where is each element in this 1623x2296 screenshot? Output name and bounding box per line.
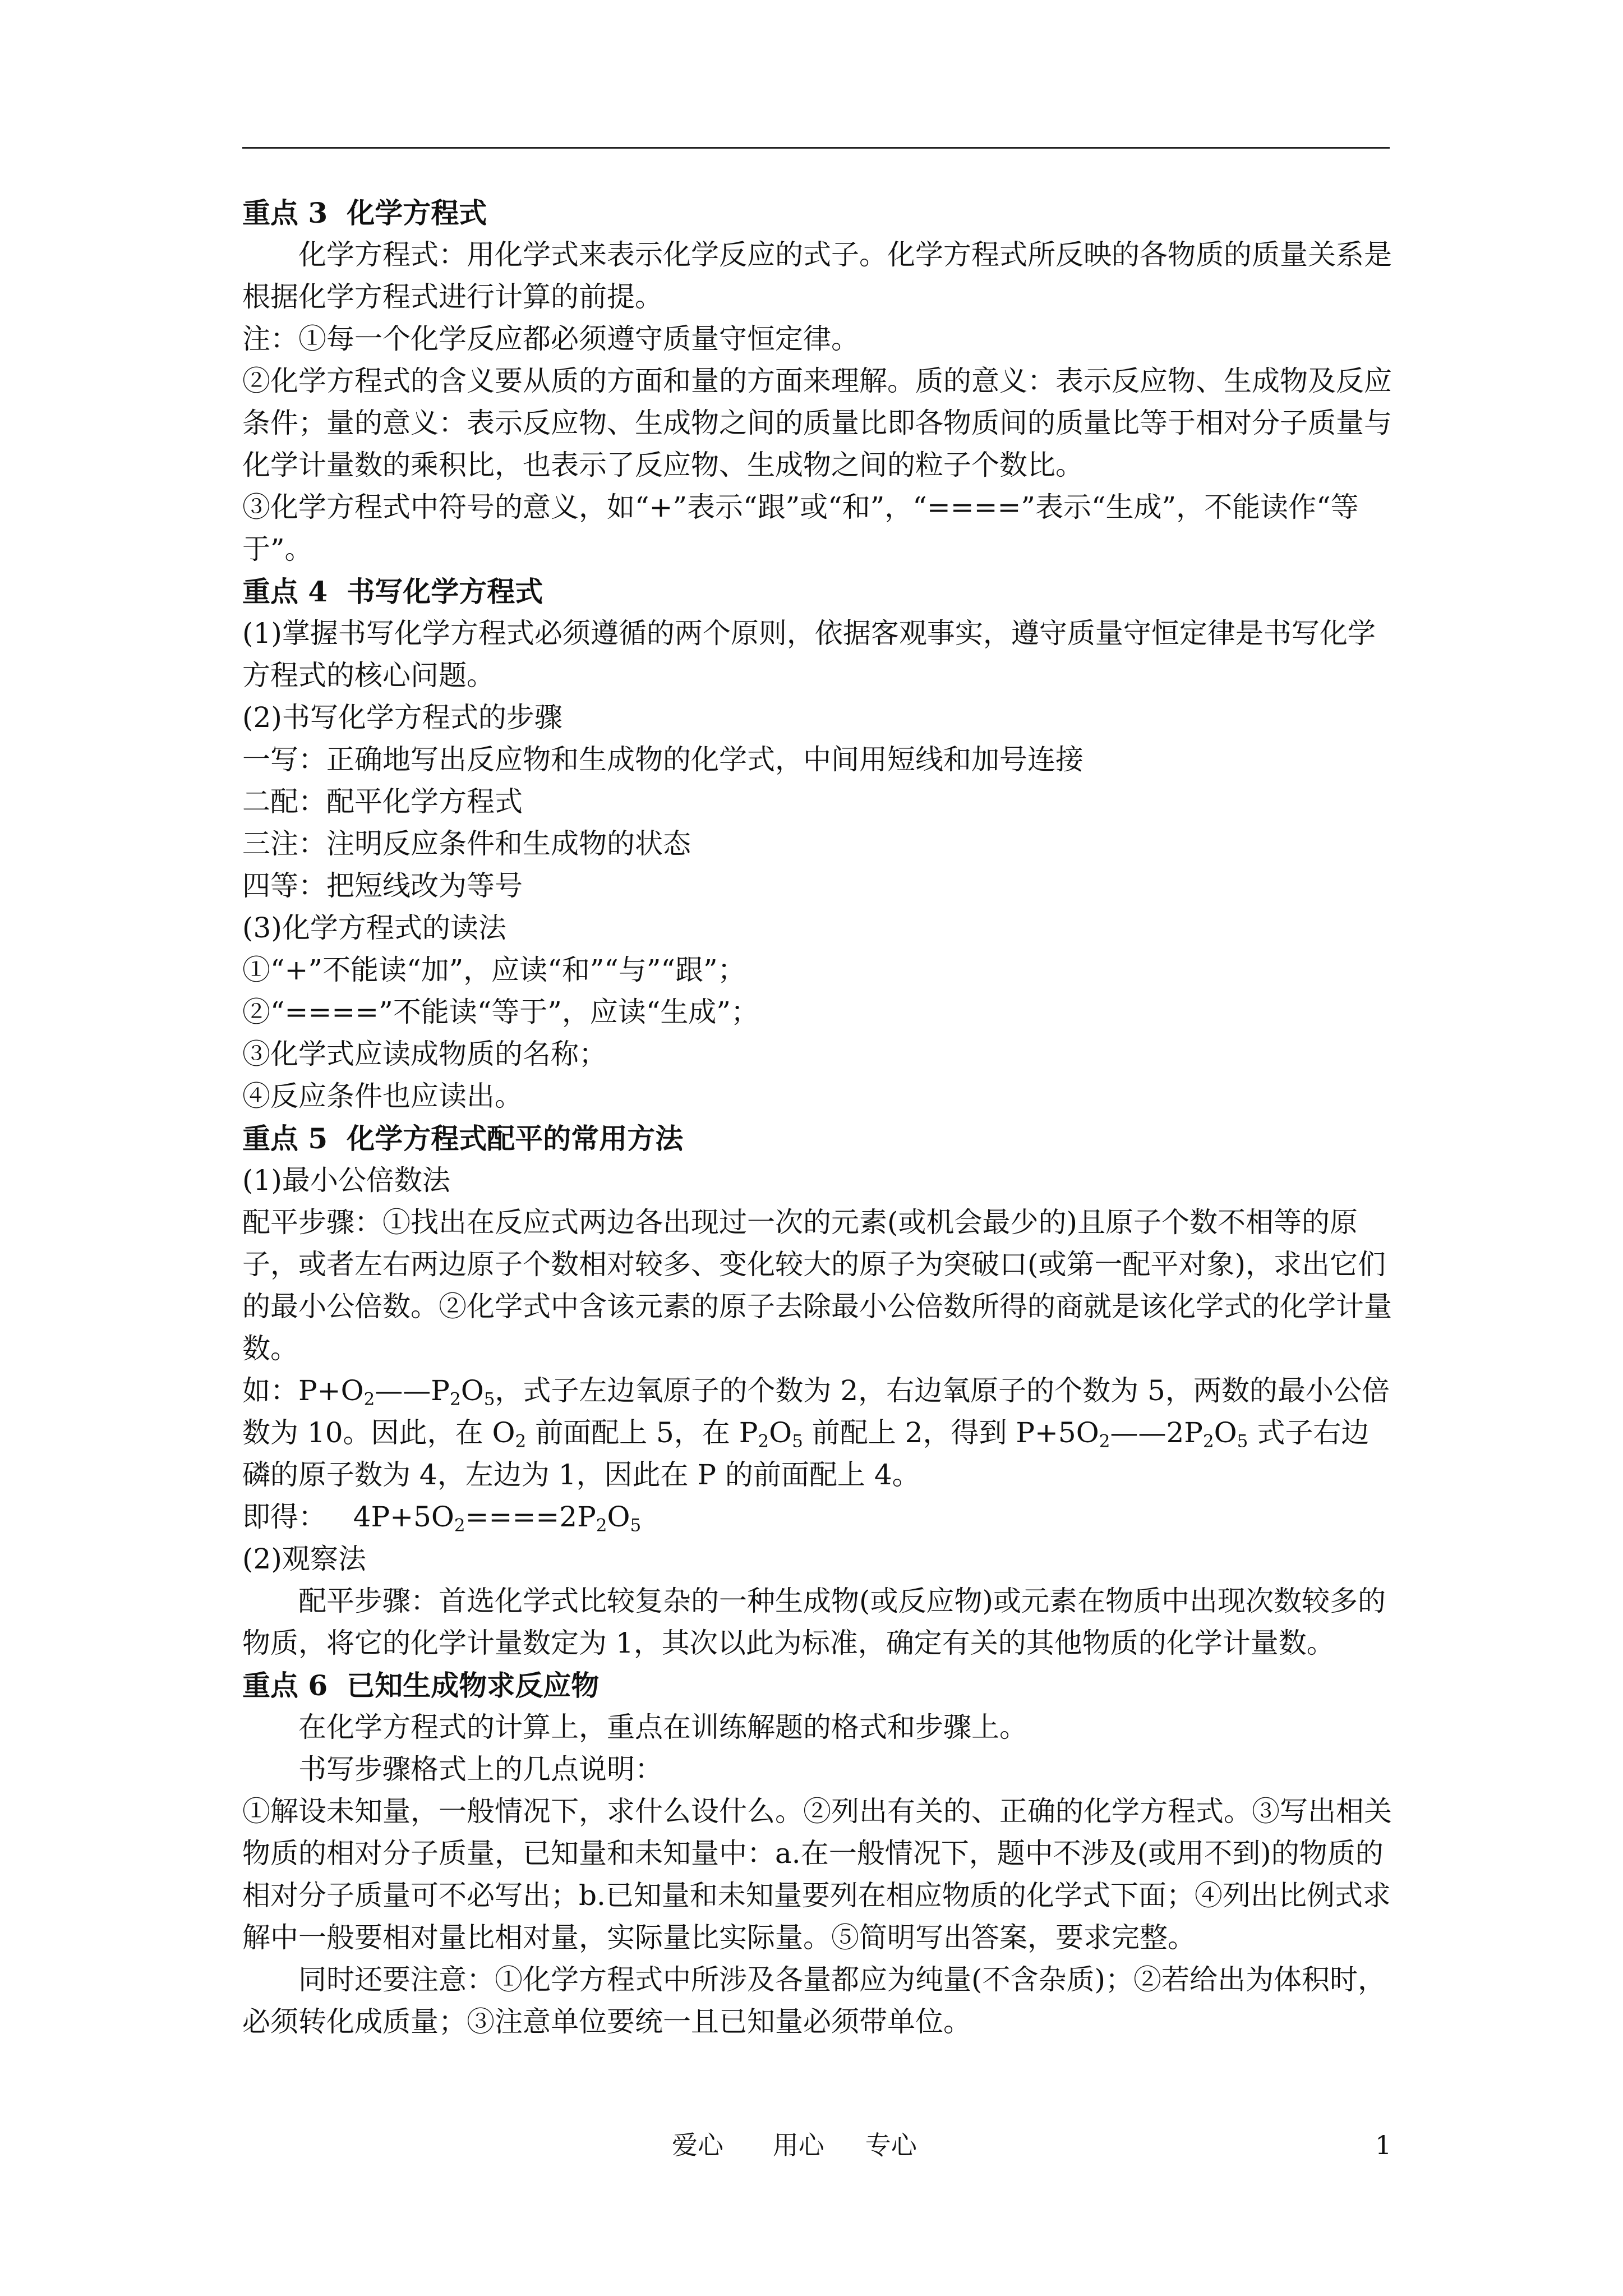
balanced-equation: 即得： $4P+5O_2====2P_2O_5$ xyxy=(242,1501,642,1536)
paragraph: ①“+”不能读“加”，应读“和”“与”“跟”； xyxy=(242,954,746,986)
paragraph: ③化学式应读成物质的名称； xyxy=(242,1038,607,1070)
section-heading: 重点 6 已知生成物求反应物 xyxy=(242,1669,600,1702)
paragraph: ④反应条件也应读出。 xyxy=(242,1080,523,1112)
paragraph: (2)观察法 xyxy=(242,1543,366,1575)
header-rule xyxy=(242,147,1390,149)
paragraph: 二配：配平化学方程式 xyxy=(242,785,523,818)
paragraph: 一写：正确地写出反应物和生成物的化学式，中间用短线和加号连接 xyxy=(242,743,1083,776)
section-heading: 重点 4 书写化学方程式 xyxy=(242,575,543,608)
paragraph: 书写步骤格式上的几点说明： xyxy=(298,1753,663,1786)
page-number: 1 xyxy=(1375,2130,1392,2160)
paragraph: (1)最小公倍数法 xyxy=(242,1164,450,1197)
paragraph: ②“====”不能读“等于”，应读“生成”； xyxy=(242,996,759,1028)
document-body xyxy=(242,192,1392,2043)
paragraph: 在化学方程式的计算上，重点在训练解题的格式和步骤上。 xyxy=(298,1711,1027,1743)
paragraph: 同时还要注意：①化学方程式中所涉及各量都应为纯量(不含杂质)；②若给出为体积时，必须转化成质量；③注意单位要统一且已知量必须带单位。 xyxy=(242,1963,1386,2038)
paragraph: ②化学方程式的含义要从质的方面和量的方面来理解。质的意义：表示反应物、生成物及反应条件；量的意义：表示反应物、生成物之间的质量比即各物质间的质量比等于相对分子质量与化学计量数的乘积比，也表示了反应物、生成物之间的粒子个数比。 xyxy=(242,365,1392,481)
paragraph: (3)化学方程式的读法 xyxy=(242,912,506,944)
footer-motto: 爱心 用心 专心 xyxy=(672,2130,917,2160)
page-footer xyxy=(0,2128,1623,2162)
section-heading: 重点 5 化学方程式配平的常用方法 xyxy=(242,1122,684,1155)
paragraph: 配平步骤：①找出在反应式两边各出现过一次的元素(或机会最少的)且原子个数不相等的原子，或者左右两边原子个数相对较多、变化较大的原子为突破口(或第一配平对象)，求出它们的最小公倍数。②化学式中含该元素的原子去除最小公倍数所得的商就是该化学式的化学计量数。 xyxy=(242,1206,1392,1365)
paragraph: (1)掌握书写化学方程式必须遵循的两个原则，依据客观事实，遵守质量守恒定律是书写化学方程式的核心问题。 xyxy=(242,617,1376,692)
paragraph: 化学方程式：用化学式来表示化学反应的式子。化学方程式所反映的各物质的质量关系是根据化学方程式进行计算的前提。 xyxy=(242,238,1392,313)
paragraph: 三注：注明反应条件和生成物的状态 xyxy=(242,827,691,860)
paragraph: ③化学方程式中符号的意义，如“+”表示“跟”或“和”，“====”表示“生成”，不能读作“等于”。 xyxy=(242,491,1359,565)
equation-example-paragraph: 如：$P+O_2——P_2O_5$，式子左边氧原子的个数为 2，右边氧原子的个数为 5，两数的最小公倍数为 10。因此，在 $O_2$ 前面配上 5，在 $P_2O_5$ 前配上 2，得到 $P+5O_2——2P_2O_5$ 式子右边磷的原子数为 4，左边为 1，因此在 P 的前面配上 4。 xyxy=(242,1374,1390,1491)
section-heading: 重点 3 化学方程式 xyxy=(242,196,487,229)
paragraph: ①解设未知量，一般情况下，求什么设什么。②列出有关的、正确的化学方程式。③写出相关物质的相对分子质量，已知量和未知量中：a.在一般情况下，题中不涉及(或用不到)的物质的相对分子质量可不必写出；b.已知量和未知量要列在相应物质的化学式下面；④列出比例式求解中一般要相对量比相对量，实际量比实际量。⑤简明写出答案，要求完整。 xyxy=(242,1795,1392,1954)
paragraph: 配平步骤：首选化学式比较复杂的一种生成物(或反应物)或元素在物质中出现次数较多的物质，将它的化学计量数定为 1，其次以此为标准，确定有关的其他物质的化学计量数。 xyxy=(242,1585,1386,1659)
paragraph: (2)书写化学方程式的步骤 xyxy=(242,701,562,734)
paragraph: 四等：把短线改为等号 xyxy=(242,869,523,902)
paragraph: 注：①每一个化学反应都必须遵守质量守恒定律。 xyxy=(242,323,859,355)
